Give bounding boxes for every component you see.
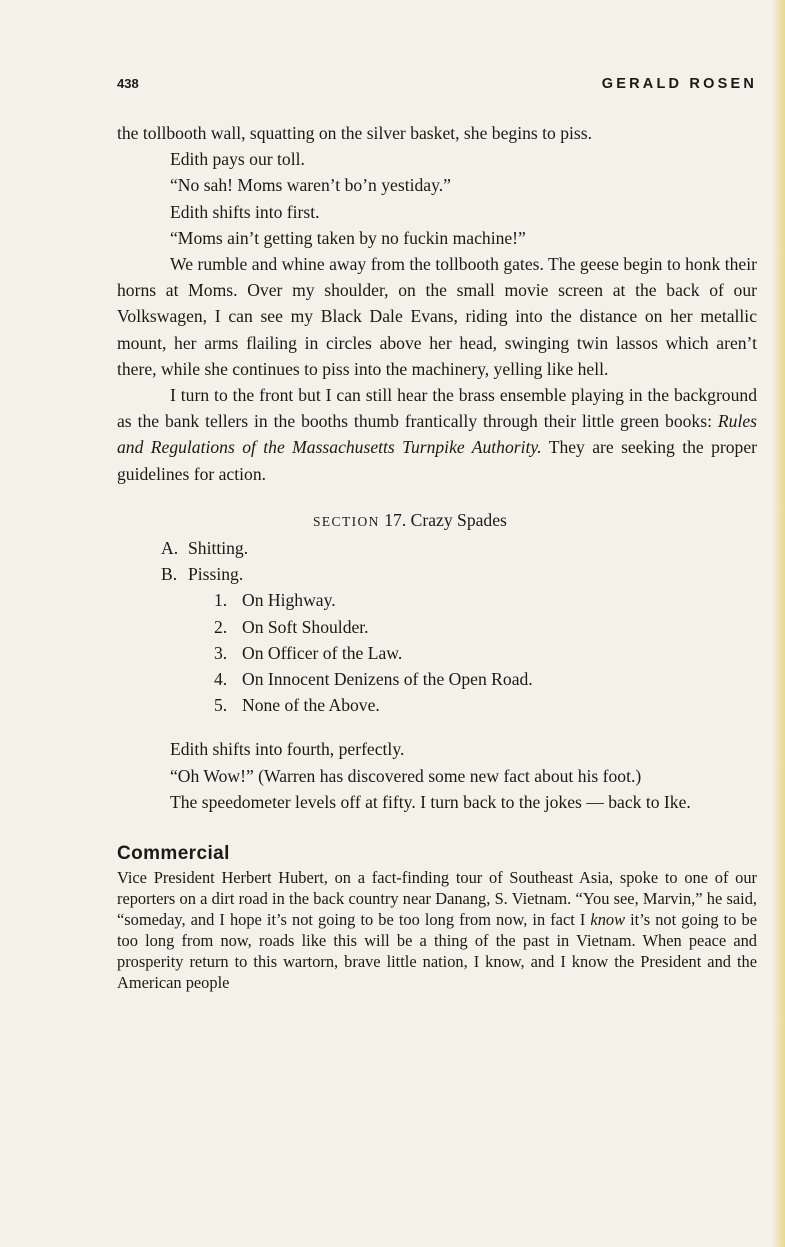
list-item	[117, 692, 757, 718]
section-sublist	[117, 587, 757, 718]
paragraph	[117, 382, 757, 487]
paragraph: “Oh Wow!” (Warren has discovered some new fact about his foot.)	[170, 765, 642, 786]
paragraph: “No sah! Moms waren’t bo’n yestiday.”	[170, 175, 451, 196]
paragraph: The speedometer levels off at fifty. I turn back to the jokes — back to Ike.	[170, 791, 691, 812]
running-head-author: GERALD ROSEN	[601, 76, 757, 92]
book-title: Rules and Regulations of the Massachusetts Turnpike Authority.	[117, 411, 757, 458]
section-title: Crazy Spades	[410, 509, 507, 530]
page-edge	[771, 0, 785, 1247]
paragraph-text: They are seeking the proper guidelines for action.	[117, 437, 757, 484]
after-section	[117, 736, 757, 815]
list-item	[117, 587, 757, 613]
list-text: Shitting.	[188, 538, 249, 559]
paragraph-text: it’s not going to be too long from now, roads like this will be a thing of the past in Vietnam. When peace and prosperity return to this wartorn, brave little nation, I know, and I know the President and the American people	[117, 910, 757, 993]
paragraph: We rumble and whine away from the tollbooth gates. The geese begin to honk their horns at Moms. Over my shoulder, on the small movie screen at the back of our Volkswagen, I can see my Black Dale Evans, riding into the distance on her metallic mount, her arms flailing in circles above her head, swinging twin lassos which aren’t there, while she continues to piss into the machinery, yelling like hell.	[117, 254, 757, 379]
list-text: Pissing.	[188, 564, 244, 585]
paragraph: Edith pays our toll.	[170, 149, 305, 170]
running-header	[117, 76, 757, 100]
paragraph: “Moms ain’t getting taken by no fuckin machine!”	[170, 227, 526, 248]
list-item	[117, 535, 757, 561]
list-label: 2.	[214, 616, 228, 637]
list-label: 5.	[214, 695, 228, 716]
list-item	[117, 640, 757, 666]
list-item	[117, 666, 757, 692]
paragraph-text: Vice President Herbert Hubert, on a fact-finding tour of Southeast Asia, spoke to one of our reporters on a dirt road in the back country near Danang, S. Vietnam. “You see, Marvin,” he said, “someday, and I hope it’s not going to be too long from now, in fact I	[117, 868, 757, 930]
list-label: 3.	[214, 642, 228, 663]
paragraph: the tollbooth wall, squatting on the silver basket, she begins to piss.	[117, 123, 592, 143]
page-number: 438	[117, 76, 139, 91]
list-text: On Highway.	[242, 590, 336, 611]
paragraph-text: I turn to the front but I can still hear the brass ensemble playing in the background as the bank tellers in the booths thumb frantically through their little green books:	[117, 385, 757, 432]
section-list	[117, 535, 757, 587]
list-text: None of the Above.	[242, 695, 380, 716]
list-text: On Soft Shoulder.	[242, 616, 369, 637]
commercial-heading: Commercial	[117, 843, 230, 865]
list-text: On Officer of the Law.	[242, 642, 403, 663]
list-label: B.	[161, 564, 178, 585]
list-label: 4.	[214, 669, 228, 690]
section-number: 17.	[384, 509, 407, 530]
list-text: On Innocent Denizens of the Open Road.	[242, 669, 533, 690]
list-item	[117, 561, 757, 587]
emphasis-text: know	[590, 910, 626, 930]
list-label: A.	[161, 538, 179, 559]
paragraph: Edith shifts into first.	[170, 201, 320, 222]
list-label: 1.	[214, 590, 228, 611]
section-heading	[117, 507, 757, 535]
commercial-paragraph	[117, 867, 757, 993]
body-text	[117, 120, 757, 993]
section-word: SECTION	[313, 513, 380, 529]
list-item	[117, 614, 757, 640]
paragraph: Edith shifts into fourth, perfectly.	[170, 739, 405, 760]
